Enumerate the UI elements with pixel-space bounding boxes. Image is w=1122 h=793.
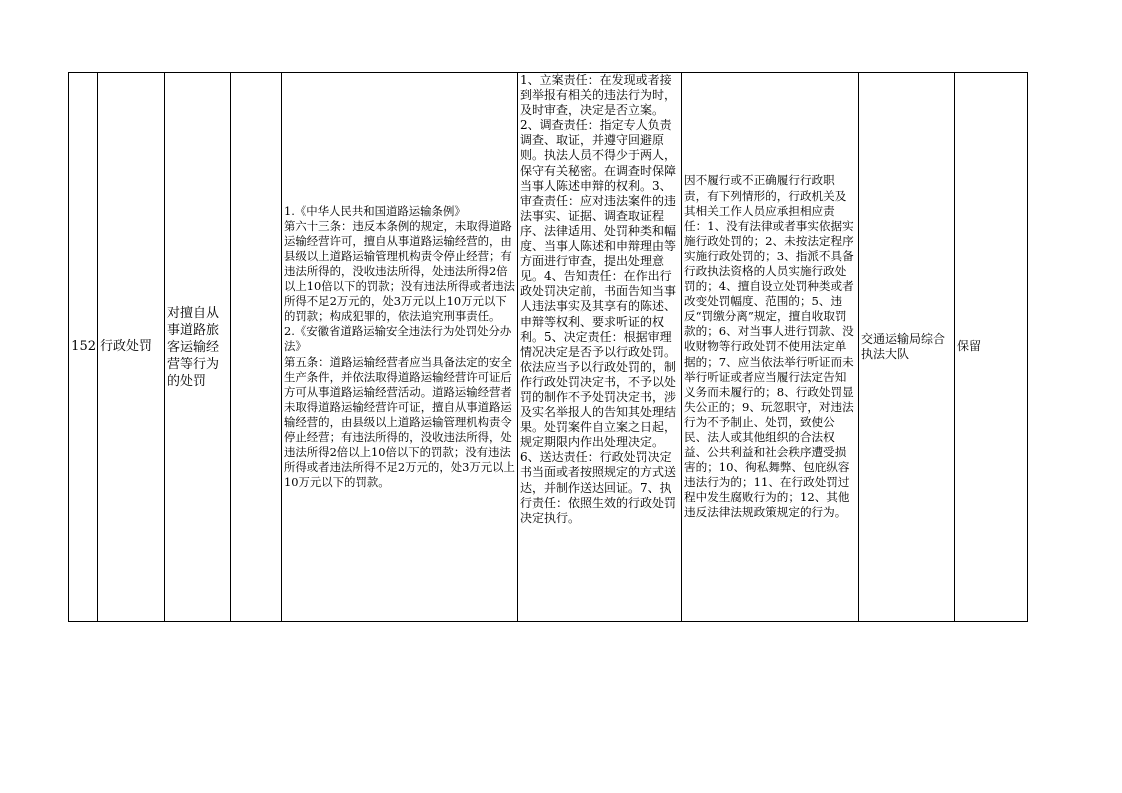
- table-row: [69, 73, 1028, 622]
- department-cell: 交通运输局综合执法大队: [859, 73, 955, 622]
- accountability-cell: 因不履行或不正确履行行政职责，有下列情形的，行政机关及其相关工作人员应承担相应责任：1、没有法律或者事实依据实施行政处罚的；2、未按法定程序实施行政处罚的；3、指派不具备行政执法资格的人员实施行政处罚的；4、擅自设立处罚种类或者改变处罚幅度、范围的；5、违反“罚缴分离”规定，擅自收取罚款的；6、对当事人进行罚款、没收财物等行政处罚不使用法定单据的；7、应当依法举行听证而未举行听证或者应当履行法定告知义务而未履行的；8、行政处罚显失公正的；9、玩忽职守，对违法行为不予制止、处罚，致使公民、法人或其他组织的合法权益、公共利益和社会秩序遭受损害的；10、徇私舞弊、包庇纵容违法行为的；11、在行政处罚过程中发生腐败行为的；12、其他违反法律法规政策规定的行为。: [682, 73, 859, 622]
- note-cell: 保留: [955, 73, 1028, 622]
- power-type-cell: 行政处罚: [98, 73, 165, 622]
- power-name-cell: 对擅自从事道路旅客运输经营等行为的处罚: [165, 73, 231, 622]
- power-list-table: [68, 72, 1028, 622]
- legal-basis-cell: 1.《中华人民共和国道路运输条例》 第六十三条：违反本条例的规定，未取得道路运输经营许可，擅自从事道路运输经营的，由县级以上道路运输管理机构责令停止经营；有违法所得的，没收违法所得，处违法所得2倍以上10倍以下的罚款；没有违法所得或者违法所得不足2万元的，处3万元以上10万元以下的罚款；构成犯罪的，依法追究刑事责任。 2.《安徽省道路运输安全违法行为处罚处分办法》 第五条：道路运输经营者应当具备法定的安全生产条件，并依法取得道路运输经营许可证后方可从事道路运输经营活动。道路运输经营者未取得道路运输经营许可证，擅自从事道路运输经营的，由县级以上道路运输管理机构责令停止经营；有违法所得的，没收违法所得，处违法所得2倍以上10倍以下的罚款；没有违法所得或者违法所得不足2万元的，处3万元以上10万元以下的罚款。: [282, 73, 518, 622]
- responsibility-text: 1、立案责任：在发现或者接到举报有相关的违法行为时，及时审查，决定是否立案。2、调查责任：指定专人负责调查、取证，并遵守回避原则。执法人员不得少于两人，保守有关秘密。在调查时保障当事人陈述申辩的权利。3、审查责任：应对违法案件的违法事实、证据、调查取证程序、法律适用、处罚种类和幅度、当事人陈述和申辩理由等方面进行审查，提出处理意见。4、告知责任：在作出行政处罚决定前，书面告知当事人违法事实及其享有的陈述、申辩等权利、要求听证的权利。5、决定责任：根据审理情况决定是否予以行政处罚。依法应当予以行政处罚的，制作行政处罚决定书，不予以处罚的制作不予处罚决定书，涉及实名举报人的告知其处理结果。处罚案件自立案之日起，规定期限内作出处理决定。 6、送达责任：行政处罚决定书当面或者按照规定的方式送达，并制作送达回证。7、执行责任：依照生效的行政处罚决定执行。: [520, 73, 677, 525]
- row-number-cell: 152: [69, 73, 98, 622]
- responsibility-cell: [518, 73, 682, 622]
- sub-item-cell: [231, 73, 282, 622]
